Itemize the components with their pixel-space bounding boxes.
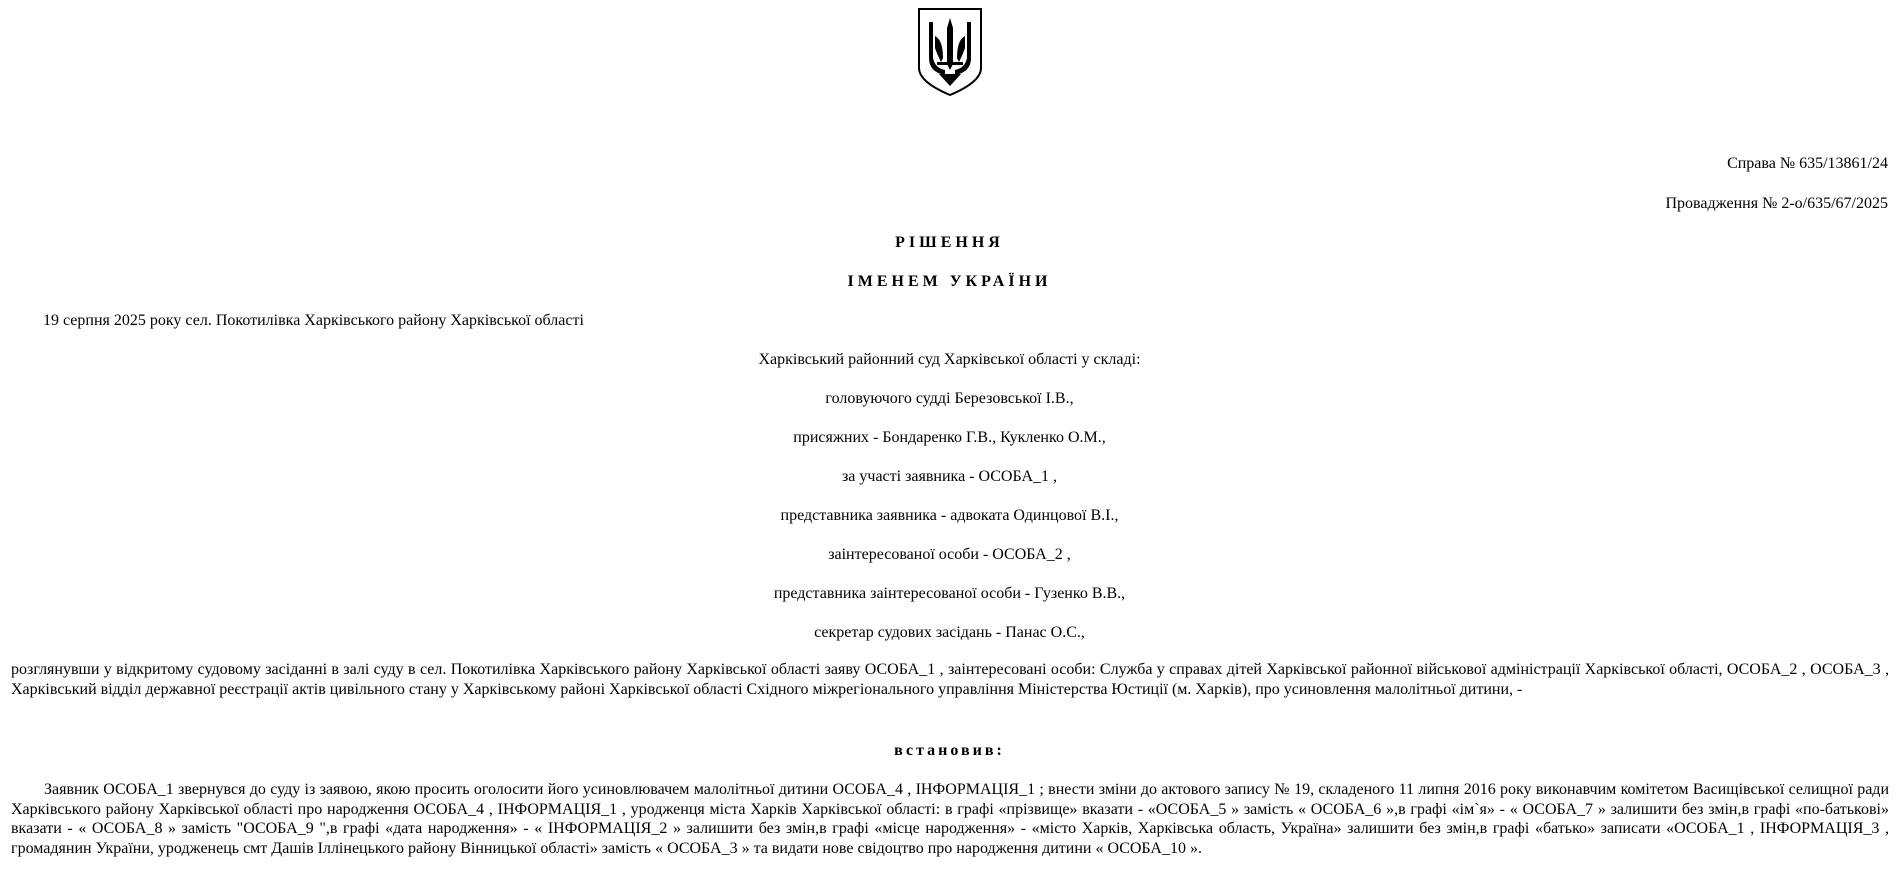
court-composition-line: представника заявника - адвоката Одинцової В.І., (780, 507, 1119, 524)
court-composition-line: Харківський районний суд Харківської області у складі: (758, 351, 1141, 368)
court-composition-line: головуючого судді Березовської І.В., (825, 390, 1074, 407)
court-composition-line: за участі заявника - ОСОБА_1 , (841, 468, 1058, 485)
court-composition-line: заінтересованої особи - ОСОБА_2 , (828, 546, 1071, 563)
court-composition-line: представника заінтересованої особи - Гузенко В.В., (773, 585, 1126, 602)
proceeding-number: Провадження № 2-о/635/67/2025 (1665, 195, 1888, 212)
established-heading: встановив: (894, 742, 1005, 759)
applicant-paragraph: Заявник ОСОБА_1 звернувся до суду із заявою, якою просить оголосити його усиновлювачем малолітньої дитини ОСОБА_4 , ІНФОРМАЦІЯ_1 ; внести зміни до актового запису № 19, складеного 11 липня 2016 року виконавчим комітетом Васищівської селищної ради Харківського району Харківської області про народження ОСОБА_4 , ІНФОРМАЦІЯ_1 , уродженця міста Харків Харківської області: в графі «прізвище» вказати - «ОСОБА_5 » замість « ОСОБА_6 »,в графі «ім`я» - « ОСОБА_7 » залишити без змін,в графі «по-батькові» вказати - « ОСОБА_8 » замість "ОСОБА_9 ",в графі «дата народження» - « ІНФОРМАЦІЯ_2 » залишити без змін,в графі «місце народження» - «місто Харків, Харківська область, Україна» залишити без змін,в графі «батько» записати «ОСОБА_1 , ІНФОРМАЦІЯ_3 , громадянин України, уродженець смт Дашів Іллінецького району Вінницької області» замість « ОСОБА_3 » та видати нове свідоцтво про народження дитини « ОСОБА_10 ». (11, 781, 1889, 857)
in-the-name-title: ІМЕНЕМ УКРАЇНИ (847, 273, 1052, 290)
court-composition-line: секретар судових засідань - Панас О.С., (814, 624, 1085, 641)
court-composition-line: присяжних - Бондаренко Г.В., Кукленко О.М., (793, 429, 1106, 446)
considered-paragraph: розглянувши у відкритому судовому засіданні в залі суду в сел. Покотилівка Харківського району Харківської області заяву ОСОБА_1 , заінтересовані особи: Служба у справах дітей Харківської районної військової адміністрації Харківської області, ОСОБА_2 , ОСОБА_3 , Харківський відділ державної реєстрації актів цивільного стану у Харківському районі Харківської області Східного міжрегіонального управління Міністерства Юстиції (м. Харків), про усиновлення малолітньої дитини, - (11, 661, 1889, 698)
date-place: 19 серпня 2025 року сел. Покотилівка Харківського району Харківської області (43, 312, 584, 329)
decision-title: РІШЕННЯ (895, 234, 1004, 251)
ukraine-trident-icon (915, 6, 985, 98)
case-number: Справа № 635/13861/24 (1727, 155, 1888, 172)
